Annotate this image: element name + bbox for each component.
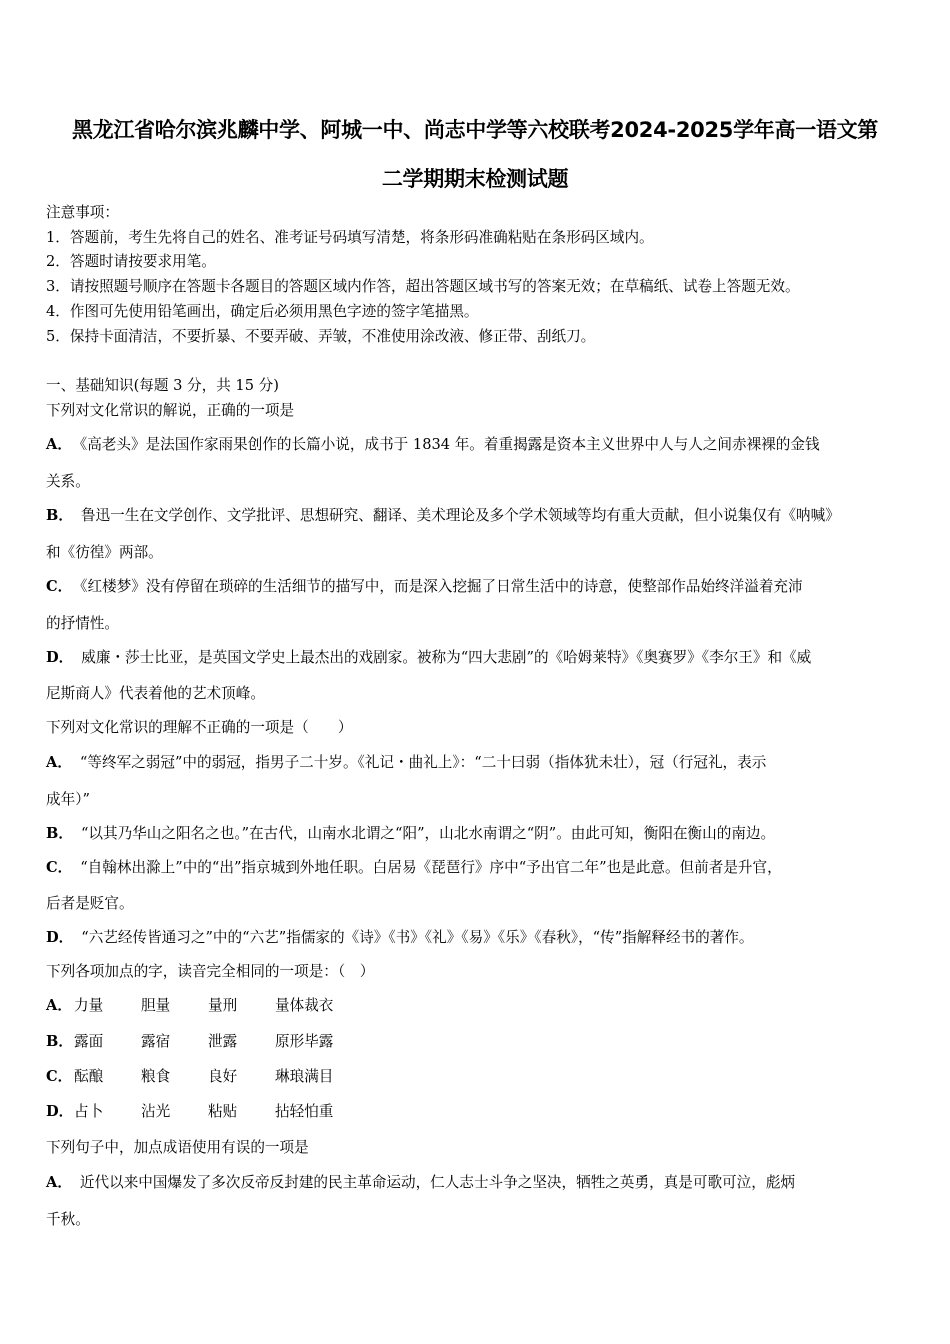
q3-option-c [46, 1067, 916, 1087]
notice-item: 2．答题时请按要求用笔。 [46, 253, 216, 270]
option-word: 粮食 [141, 1068, 171, 1085]
option-word: 泄露 [208, 1033, 238, 1050]
q2-option-a-cont: 成年）” [46, 791, 90, 808]
question-2-stem: 下列对文化常识的理解不正确的一项是（ ） [46, 719, 353, 736]
notice-item: 1．答题前，考生先将自己的姓名、准考证号码填写清楚，将条形码准确粘贴在条形码区域内。 [46, 229, 654, 246]
q2-option-b [46, 824, 916, 844]
page-title-line-1: 黑龙江省哈尔滨兆麟中学、阿城一中、尚志中学等六校联考2024-2025学年高一语文第 [71, 118, 878, 142]
option-label: D． [46, 1103, 74, 1120]
option-label: C． [46, 1068, 73, 1085]
option-word: 露面 [74, 1033, 104, 1050]
option-label: D． [46, 929, 74, 946]
q3-option-d [46, 1102, 916, 1122]
q1-option-b-cont: 和《彷徨》两部。 [46, 544, 163, 561]
q1-option-c-cont: 的抒情性。 [46, 615, 119, 632]
option-label: C． [46, 859, 73, 876]
q3-option-b [46, 1032, 916, 1052]
option-word: 粘贴 [208, 1103, 238, 1120]
notice-heading: 注意事项： [46, 204, 119, 221]
option-word: 量体裁衣 [275, 997, 334, 1014]
q2-option-c-cont: 后者是贬官。 [46, 895, 134, 912]
notice-item: 3．请按照题号顺序在答题卡各题目的答题区域内作答，超出答题区域书写的答案无效；在草稿纸、试卷上答题无效。 [46, 278, 800, 295]
option-word: 占卜 [74, 1103, 104, 1120]
q3-option-a [46, 996, 916, 1016]
q4-option-a-cont: 千秋。 [46, 1211, 90, 1228]
option-text: “以其乃华山之阳名之也。”在古代，山南水北谓之“阳”，山北水南谓之“阴”。由此可知，衡阳在衡山的南边。 [80, 825, 776, 842]
option-word: 胆量 [141, 997, 171, 1014]
page-title-line-2: 二学期期末检测试题 [381, 167, 569, 191]
option-word: 量刑 [208, 997, 238, 1014]
option-label: A． [46, 436, 72, 453]
option-text: 威廉・莎士比亚，是英国文学史上最杰出的戏剧家。被称为“四大悲剧”的《哈姆莱特》《奥赛罗》《李尔王》和《威 [81, 649, 812, 666]
option-word: 原形毕露 [275, 1033, 334, 1050]
question-4-stem: 下列句子中，加点成语使用有误的一项是 [46, 1139, 309, 1156]
option-word: 力量 [74, 997, 104, 1014]
notice-item: 5．保持卡面清洁，不要折暴、不要弄破、弄皱，不准使用涂改液、修正带、刮纸刀。 [46, 328, 596, 345]
option-text: 《高老头》是法国作家雨果创作的长篇小说，成书于 1834 年。着重揭露是资本主义世界中人与人之间赤裸裸的金钱 [79, 436, 820, 453]
option-label: D． [46, 649, 74, 666]
q1-option-b [46, 506, 916, 526]
option-word: 露宿 [141, 1033, 171, 1050]
option-label: B． [46, 825, 73, 842]
option-text: “等终军之弱冠”中的弱冠，指男子二十岁。《礼记・曲礼上》：“二十曰弱（指体犹未壮），冠（行冠礼，表示 [79, 754, 767, 771]
option-text: “六艺经传皆通习之”中的“六艺”指儒家的《诗》《书》《礼》《易》《乐》《春秋》，“传”指解释经书的著作。 [81, 929, 754, 946]
option-label: A． [46, 1174, 72, 1191]
option-word: 拈轻怕重 [275, 1103, 334, 1120]
q1-option-a-cont: 关系。 [46, 473, 90, 490]
q2-option-d [46, 928, 916, 948]
q1-option-c [46, 577, 916, 597]
option-word: 沾光 [141, 1103, 171, 1120]
option-label: B． [46, 507, 73, 524]
q1-option-d [46, 648, 916, 668]
option-label: C． [46, 578, 73, 595]
q2-option-c [46, 858, 916, 878]
section-heading: 一、基础知识(每题 3 分，共 15 分) [46, 377, 279, 394]
option-word: 琳琅满目 [275, 1068, 334, 1085]
option-text: “自翰林出滁上”中的“出”指京城到外地任职。白居易《琵琶行》序中“予出官二年”也是此意。但前者是升官， [80, 859, 782, 876]
q1-option-a [46, 435, 916, 455]
option-text: 鲁迅一生在文学创作、文学批评、思想研究、翻译、美术理论及多个学术领域等均有重大贡献，但小说集仅有《呐喊》 [80, 507, 840, 524]
option-label: B． [46, 1033, 73, 1050]
q4-option-a [46, 1173, 916, 1193]
q2-option-a [46, 753, 916, 773]
option-label: A． [46, 997, 72, 1014]
notice-item: 4．作图可先使用铅笔画出，确定后必须用黑色字迹的签字笔描黑。 [46, 303, 479, 320]
question-3-stem: 下列各项加点的字，读音完全相同的一项是：（ ） [46, 963, 375, 980]
option-word: 酝酿 [74, 1068, 104, 1085]
option-label: A． [46, 754, 72, 771]
question-1-stem: 下列对文化常识的解说，正确的一项是 [46, 402, 295, 419]
option-text: 《红楼梦》没有停留在琐碎的生活细节的描写中，而是深入挖掘了日常生活中的诗意，使整部作品始终洋溢着充沛 [80, 578, 803, 595]
q1-option-d-cont: 尼斯商人》代表着他的艺术顶峰。 [46, 685, 265, 702]
option-text: 近代以来中国爆发了多次反帝反封建的民主革命运动，仁人志士斗争之坚决，牺牲之英勇，真是可歌可泣，彪炳 [79, 1174, 796, 1191]
option-word: 良好 [208, 1068, 238, 1085]
